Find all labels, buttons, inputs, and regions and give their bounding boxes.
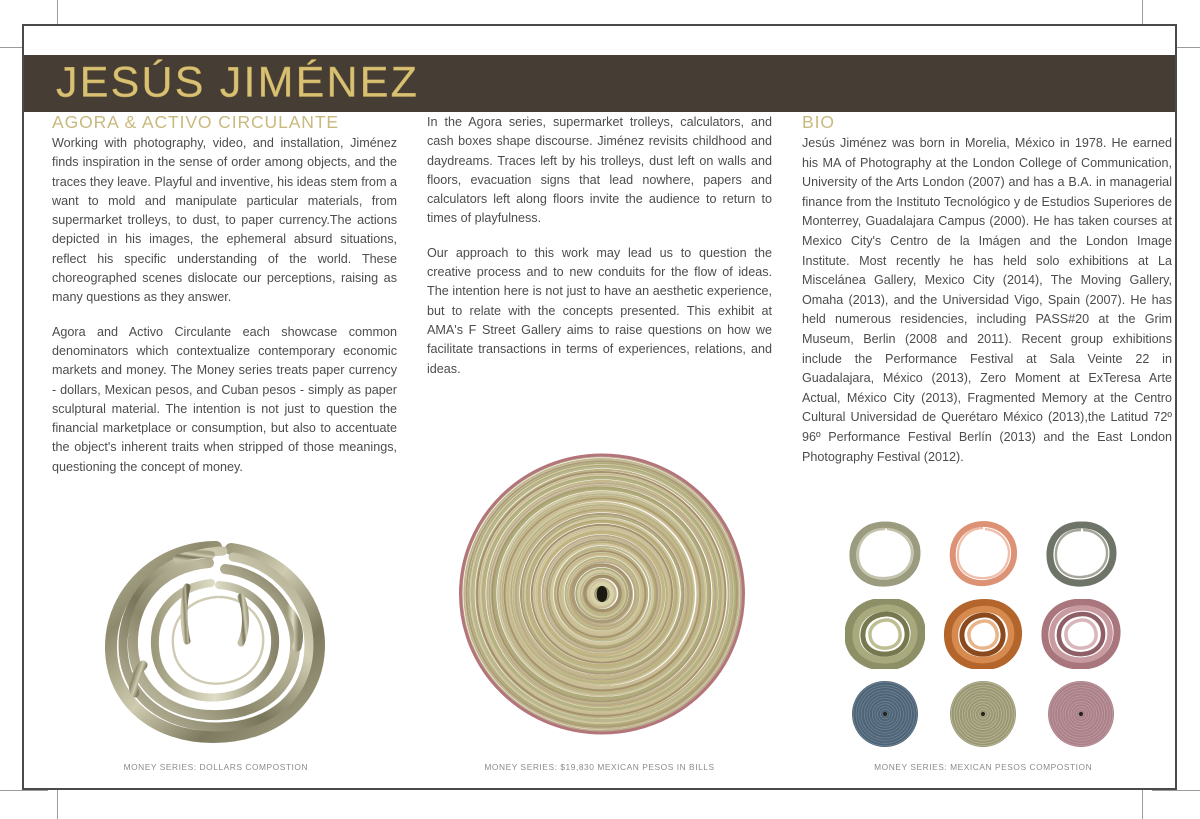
coil-grid-cell (1038, 678, 1124, 750)
coil-grid-cell (842, 518, 928, 590)
section-heading-agora: AGORA & ACTIVO CIRCULANTE (52, 112, 339, 132)
section-heading-bio: BIO (802, 112, 835, 132)
spiral-disc-mauve-icon (1041, 679, 1121, 749)
exhibition-page (22, 24, 1177, 790)
column-agora-continued (427, 112, 772, 412)
peso-disc-svg (450, 440, 750, 750)
text-columns (24, 112, 1175, 474)
artwork-pesos-composition (791, 432, 1175, 772)
header-band (24, 55, 1175, 112)
paragraph: Agora and Activo Circulante each showcase common denominators which contextualize contemporary economic markets and money. The Money series treats paper currency - dollars, Mexican pesos, and Cuban pesos - simply as paper sculptural material. The intention is not just to question the financial marketplace or consumption, but also to accentuate the object's inherent traits when stripped of those meanings, questioning the concept of money. (52, 324, 397, 474)
paragraph: Our approach to this work may lead us to question the creative process and to new conduits for the flow of ideas. The intention here is not just to have an aesthetic experience, but to relate with the concepts presented. This exhibit at AMA's F Street Gallery aims to raise questions on how we facilitate transactions in terms of experiences, relations, and ideas. (427, 245, 772, 376)
crop-mark-bottom-left (0, 790, 48, 791)
open-ring-olive-icon (845, 519, 925, 589)
column-bio (802, 112, 1172, 464)
coil-grid-cell (842, 678, 928, 750)
crop-mark-bottom-right (1152, 790, 1200, 791)
coil-grid-cell (1038, 518, 1124, 590)
artwork-image-dollars (91, 535, 341, 750)
artwork-image-pesos-disc (450, 440, 750, 750)
artwork-image-pesos-grid (842, 518, 1124, 750)
paragraph: Working with photography, video, and installation, Jiménez finds inspiration in the sense of order among objects, and the traces they leave. Playful and inventive, his ideas stem from a want to mold and manipulate particular materials, from supermarket trolleys, to dust, to paper currency.The actions depicted in his images, the ephemeral absurd situations, reflect his specific understanding of the world. These choreographed scenes dislocate our perceptions, raising as many questions as they answer. (52, 136, 397, 305)
artwork-caption: MONEY SERIES: MEXICAN PESOS COMPOSTION (874, 762, 1093, 772)
artwork-pesos-bills (408, 432, 792, 772)
artwork-dollars-composition (24, 432, 408, 772)
artwork-row (24, 432, 1175, 772)
peso-disc-illustration (450, 440, 750, 750)
coiled-ring-rose-icon (1041, 599, 1121, 669)
page-title: JESÚS JIMÉNEZ (56, 58, 420, 107)
paragraph: Jesús Jiménez was born in Morelia, México in 1978. He earned his MA of Photography at the London College of Communication, University of the Arts London (2007) and has a B.A. in managerial finance from the Instituto Tecnológico y de Estudios Superiores de Monterrey, Guadalajara Campus (2000). He has taken courses at Mexico City's Centro de la Imágen and the London Image Institute. Most recently he has held solo exhibitions at La Miscelánea Gallery, Mexico City (2014), The Moving Gallery, Omaha (2013), and the Universidad Vigo, Spain (2007). He has held numerous residencies, including PASS#20 at the Grim Museum, Berlin (2008 and 2011). Recent group exhibitions include the Performance Festival at Sala Veinte 22 in Guadalajara, México (2013), Zero Moment at ExTeresa Arte Actual, México City (2013), Fragmented Memory at the Centro Cultural Universidad de Querétaro México (2013),the Latitud 72º 96º Performance Festival Berlín (2013) and the East London Photography Festival (2012). (802, 136, 1172, 464)
dollar-coil-illustration (91, 535, 341, 750)
coil-grid-cell (842, 598, 928, 670)
coiled-ring-olive-icon (845, 599, 925, 669)
coil-grid-cell (940, 678, 1026, 750)
artwork-caption: MONEY SERIES: DOLLARS COMPOSTION (123, 762, 309, 772)
disc-center-hole (596, 586, 607, 602)
paragraph: In the Agora series, supermarket trolleys, calculators, and cash boxes shape discourse. Jiménez revisits childhood and daydreams. Traces left by his trolleys, dust left on walls and floors, evacuation signs that lead nowhere, papers and calculators left along floors invite the audience to return to times of playfulness. (427, 115, 772, 226)
coil-grid-cell (1038, 598, 1124, 670)
column-agora (52, 112, 397, 474)
coiled-ring-copper-icon (943, 599, 1023, 669)
dollar-coil-svg (91, 535, 341, 750)
artwork-caption: MONEY SERIES: $19,830 MEXICAN PESOS IN BILLS (484, 762, 715, 772)
open-ring-slate-icon (1041, 519, 1121, 589)
coil-grid-cell (940, 518, 1026, 590)
spiral-disc-blue-icon (845, 679, 925, 749)
coil-grid (842, 518, 1124, 750)
open-ring-salmon-icon (943, 519, 1023, 589)
spiral-disc-khaki-icon (943, 679, 1023, 749)
coil-grid-cell (940, 598, 1026, 670)
